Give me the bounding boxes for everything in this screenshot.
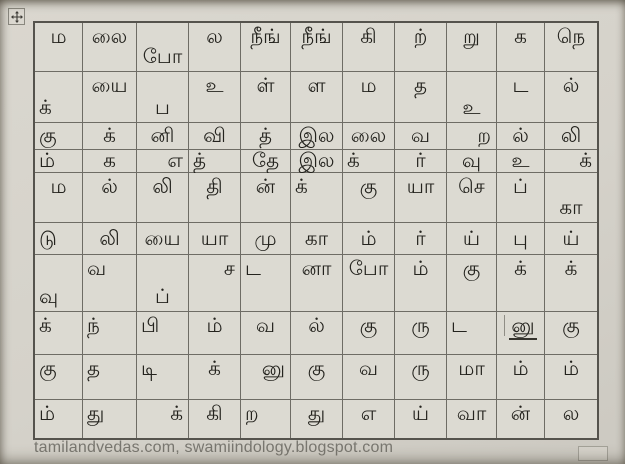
cell-letter: க் xyxy=(347,150,360,172)
grid-cell-r9c9[interactable] xyxy=(447,355,496,399)
cell-letter: ள் xyxy=(256,75,275,97)
cell-letter: கி xyxy=(360,26,377,48)
grid-cell-r6c6[interactable] xyxy=(291,223,342,254)
grid-cell-r7c11[interactable] xyxy=(545,255,597,311)
cell-letter: ன் xyxy=(510,403,531,425)
grid-cell-r3c5[interactable] xyxy=(241,123,290,149)
cell-letter: னு xyxy=(261,358,285,380)
grid-cell-r2c7[interactable] xyxy=(343,72,394,122)
grid-cell-r5c8[interactable] xyxy=(395,173,446,222)
grid-cell-r8c4[interactable] xyxy=(189,312,240,354)
cell-letter: கா xyxy=(559,197,583,219)
cell-letter: க் xyxy=(564,258,578,280)
grid-cell-r5c2[interactable] xyxy=(83,173,136,222)
grid-cell-r2c11[interactable] xyxy=(545,72,597,122)
cell-letter: இல xyxy=(298,125,335,147)
grid-cell-r5c7[interactable] xyxy=(343,173,394,222)
cell-letter: கி xyxy=(206,403,223,425)
grid-cell-r2c1[interactable] xyxy=(35,72,82,122)
cell-letter: ல் xyxy=(101,176,118,198)
grid-cell-r10c11[interactable] xyxy=(545,400,597,438)
cell-letter: நீங் xyxy=(301,26,332,48)
cell-letter: டி xyxy=(141,358,157,380)
cell-letter: யை xyxy=(91,75,128,97)
cell-letter: ட xyxy=(451,315,467,337)
grid-cell-r4c11[interactable] xyxy=(545,150,597,172)
cell-letter: ப் xyxy=(155,286,170,308)
grid-cell-r9c3[interactable] xyxy=(137,355,188,399)
cell-letter: ர் xyxy=(415,150,426,172)
grid-cell-r8c8[interactable] xyxy=(395,312,446,354)
grid-cell-r1c6[interactable] xyxy=(291,23,342,71)
grid-cell-r1c11[interactable] xyxy=(545,23,597,71)
cell-letter: போ xyxy=(142,46,183,68)
grid-cell-r8c11[interactable] xyxy=(545,312,597,354)
cell-letter: கு xyxy=(462,258,481,280)
cell-letter: எ xyxy=(360,403,377,425)
cell-letter: வு xyxy=(39,286,59,308)
grid-cell-r5c9[interactable] xyxy=(447,173,496,222)
grid-cell-r10c4[interactable] xyxy=(189,400,240,438)
cell-letter: எ xyxy=(167,150,183,172)
grid-cell-r10c3[interactable] xyxy=(137,400,188,438)
grid-cell-r6c1[interactable] xyxy=(35,223,82,254)
cell-letter: ற xyxy=(245,403,259,425)
grid-cell-r4c1[interactable] xyxy=(35,150,82,172)
cell-letter: உ xyxy=(511,150,530,172)
cell-letter: த xyxy=(413,75,428,97)
cell-letter: ம் xyxy=(412,258,429,280)
cell-letter: று xyxy=(463,26,480,48)
word-search-grid xyxy=(33,21,599,440)
grid-cell-r3c4[interactable] xyxy=(189,123,240,149)
cell-letter: ய் xyxy=(411,403,430,425)
cell-letter: ர் xyxy=(415,227,426,250)
grid-cell-r4c2[interactable] xyxy=(83,150,136,172)
grid-cell-r7c3[interactable] xyxy=(137,255,188,311)
grid-cell-r7c9[interactable] xyxy=(447,255,496,311)
grid-cell-r3c6[interactable] xyxy=(291,123,342,149)
cell-letter: யா xyxy=(200,227,229,250)
cell-letter: ரு xyxy=(411,358,430,380)
cell-letter: க் xyxy=(295,176,308,198)
grid-cell-r9c11[interactable] xyxy=(545,355,597,399)
cell-letter: கு xyxy=(359,315,378,337)
cell-letter: ள xyxy=(307,75,326,97)
cell-letter: டு xyxy=(39,227,57,250)
grid-cell-r10c5[interactable] xyxy=(241,400,290,438)
grid-cell-r10c7[interactable] xyxy=(343,400,394,438)
watermark-caption: tamilandvedas.com, swamiindology.blogspot.com xyxy=(34,439,394,456)
cell-letter: கு xyxy=(562,315,580,337)
cell-letter: கு xyxy=(359,176,378,198)
cell-letter: ல xyxy=(206,26,223,48)
grid-cell-r1c5[interactable] xyxy=(241,23,290,71)
cell-letter: வ xyxy=(87,258,107,280)
cell-letter: வா xyxy=(456,403,487,425)
cell-letter: ம் xyxy=(512,358,529,380)
cell-letter: ம் xyxy=(360,227,377,250)
cell-letter: ட xyxy=(245,258,261,280)
grid-cell-r4c10[interactable] xyxy=(497,150,544,172)
grid-cell-r7c2[interactable] xyxy=(83,255,136,311)
cell-letter: ம xyxy=(360,75,377,97)
cell-letter: ம் xyxy=(206,315,223,337)
cell-letter: ய் xyxy=(462,227,481,250)
cell-letter: போ xyxy=(348,258,389,280)
cell-letter: இல xyxy=(298,150,335,172)
cell-letter: செ xyxy=(458,176,485,198)
cell-letter: கு xyxy=(307,358,326,380)
cell-letter: த் xyxy=(193,150,207,172)
grid-cell-r7c1[interactable] xyxy=(35,255,82,311)
cell-letter: கா xyxy=(304,227,329,250)
cell-letter: ய் xyxy=(562,227,580,250)
grid-cell-r1c7[interactable] xyxy=(343,23,394,71)
table-move-handle[interactable] xyxy=(8,8,25,25)
grid-cell-r10c2[interactable] xyxy=(83,400,136,438)
cell-letter: ட xyxy=(512,75,529,97)
cell-letter: க் xyxy=(170,403,183,425)
cell-letter: து xyxy=(87,403,105,425)
grid-cell-r6c4[interactable] xyxy=(189,223,240,254)
grid-cell-r4c9[interactable] xyxy=(447,150,496,172)
grid-cell-r9c8[interactable] xyxy=(395,355,446,399)
grid-cell-r7c7[interactable] xyxy=(343,255,394,311)
cell-letter: யை xyxy=(144,227,181,250)
cell-letter: ம xyxy=(50,26,67,48)
grid-cell-r5c1[interactable] xyxy=(35,173,82,222)
move-cross-icon xyxy=(11,11,23,23)
grid-cell-r10c10[interactable] xyxy=(497,400,544,438)
cell-letter: நீங் xyxy=(250,26,281,48)
cell-letter: வ xyxy=(410,125,431,147)
grid-cell-r10c6[interactable] xyxy=(291,400,342,438)
cell-letter: ம xyxy=(50,176,67,198)
grid-cell-r3c7[interactable] xyxy=(343,123,394,149)
cell-letter: மு xyxy=(254,227,277,250)
cell-letter: ம் xyxy=(39,403,56,425)
cell-letter: லை xyxy=(350,125,387,147)
grid-cell-r9c7[interactable] xyxy=(343,355,394,399)
grid-cell-r2c9[interactable] xyxy=(447,72,496,122)
grid-cell-r1c8[interactable] xyxy=(395,23,446,71)
grid-cell-r10c8[interactable] xyxy=(395,400,446,438)
grid-cell-r6c5[interactable] xyxy=(241,223,290,254)
cell-letter: ம் xyxy=(562,358,580,380)
cell-letter: உ xyxy=(205,75,224,97)
grid-cell-r6c10[interactable] xyxy=(497,223,544,254)
grid-cell-r5c11[interactable] xyxy=(545,173,597,222)
cell-letter: ற் xyxy=(413,26,428,48)
cell-letter: வ xyxy=(255,315,276,337)
grid-cell-r2c8[interactable] xyxy=(395,72,446,122)
grid-cell-r5c3[interactable] xyxy=(137,173,188,222)
grid-cell-r9c1[interactable] xyxy=(35,355,82,399)
cell-letter: யா xyxy=(406,176,435,198)
grid-cell-r6c3[interactable] xyxy=(137,223,188,254)
grid-cell-r6c11[interactable] xyxy=(545,223,597,254)
grid-cell-r4c6[interactable] xyxy=(291,150,342,172)
grid-cell-r1c10[interactable] xyxy=(497,23,544,71)
grid-cell-r5c6[interactable] xyxy=(291,173,342,222)
grid-cell-r3c10[interactable] xyxy=(497,123,544,149)
cell-letter: க் xyxy=(514,258,527,280)
grid-cell-r5c5[interactable] xyxy=(241,173,290,222)
cell-letter: க் xyxy=(103,125,116,147)
cell-letter: து xyxy=(307,403,326,425)
grid-cell-r1c2[interactable] xyxy=(83,23,136,71)
cell-letter: லி xyxy=(99,227,120,250)
cell-letter: தே xyxy=(251,150,280,172)
grid-cell-r6c8[interactable] xyxy=(395,223,446,254)
cell-letter: கு xyxy=(39,358,57,380)
grid-cell-r10c1[interactable] xyxy=(35,400,82,438)
cell-letter: க் xyxy=(579,150,592,172)
cell-letter: ச xyxy=(223,258,235,280)
grid-cell-r9c4[interactable] xyxy=(189,355,240,399)
cell-letter: க் xyxy=(39,315,52,337)
grid-cell-r7c4[interactable] xyxy=(189,255,240,311)
cell-letter: ப் xyxy=(513,176,528,198)
cell-letter: ன் xyxy=(255,176,276,198)
grid-cell-r2c4[interactable] xyxy=(189,72,240,122)
grid-cell-r6c9[interactable] xyxy=(447,223,496,254)
grid-cell-r6c7[interactable] xyxy=(343,223,394,254)
cell-letter: ல் xyxy=(512,125,529,147)
grid-cell-r9c6[interactable] xyxy=(291,355,342,399)
grid-cell-r7c5[interactable] xyxy=(241,255,290,311)
grid-cell-r9c2[interactable] xyxy=(83,355,136,399)
cell-letter: க xyxy=(514,26,527,48)
grid-cell-r9c10[interactable] xyxy=(497,355,544,399)
grid-cell-r8c2[interactable] xyxy=(83,312,136,354)
grid-cell-r8c3[interactable] xyxy=(137,312,188,354)
cell-letter: க் xyxy=(39,97,52,119)
cell-letter: க் xyxy=(208,358,221,380)
grid-cell-r9c5[interactable] xyxy=(241,355,290,399)
cell-letter: ற xyxy=(477,125,491,147)
cell-letter: பு xyxy=(513,227,528,250)
grid-cell-r4c3[interactable] xyxy=(137,150,188,172)
text-cursor-tick xyxy=(504,315,505,336)
cell-letter: ல் xyxy=(562,75,580,97)
cell-letter: மா xyxy=(458,358,485,380)
grid-cell-r1c3[interactable] xyxy=(137,23,188,71)
cell-letter: லை xyxy=(91,26,128,48)
grid-cell-r3c1[interactable] xyxy=(35,123,82,149)
grid-cell-r7c6[interactable] xyxy=(291,255,342,311)
cell-letter: னா xyxy=(301,258,332,280)
grid-cell-r3c8[interactable] xyxy=(395,123,446,149)
grid-cell-r2c5[interactable] xyxy=(241,72,290,122)
cell-letter: த xyxy=(87,358,101,380)
grid-cell-r1c1[interactable] xyxy=(35,23,82,71)
grid-cell-r3c11[interactable] xyxy=(545,123,597,149)
grid-cell-r4c7[interactable] xyxy=(343,150,394,172)
grid-cell-r4c8[interactable] xyxy=(395,150,446,172)
cell-letter: னு xyxy=(509,315,536,340)
table-resize-handle[interactable] xyxy=(578,446,608,461)
cell-letter: ல் xyxy=(308,315,325,337)
grid-cell-r8c6[interactable] xyxy=(291,312,342,354)
cell-letter: வ xyxy=(358,358,379,380)
grid-cell-r4c5[interactable] xyxy=(241,150,290,172)
grid-cell-r8c7[interactable] xyxy=(343,312,394,354)
cell-letter: னி xyxy=(150,125,175,147)
cell-letter: ப xyxy=(155,97,170,119)
cell-letter: பி xyxy=(141,315,160,337)
cell-letter: நெ xyxy=(556,26,586,48)
grid-cell-r1c9[interactable] xyxy=(447,23,496,71)
cell-letter: வு xyxy=(461,150,482,172)
grid-cell-r3c3[interactable] xyxy=(137,123,188,149)
grid-cell-r10c9[interactable] xyxy=(447,400,496,438)
grid-cell-r8c9[interactable] xyxy=(447,312,496,354)
cell-letter: லி xyxy=(560,125,582,147)
cell-letter: ல xyxy=(562,403,580,425)
grid-cell-r6c2[interactable] xyxy=(83,223,136,254)
cell-letter: க xyxy=(103,150,116,172)
grid-cell-r3c9[interactable] xyxy=(447,123,496,149)
grid-cell-r7c10[interactable] xyxy=(497,255,544,311)
cell-letter: தி xyxy=(206,176,223,198)
grid-cell-r7c8[interactable] xyxy=(395,255,446,311)
cell-letter: ம் xyxy=(39,150,56,172)
cell-letter: வி xyxy=(203,125,226,147)
grid-cell-r4c4[interactable] xyxy=(189,150,240,172)
grid-cell-r2c10[interactable] xyxy=(497,72,544,122)
cell-letter: ரு xyxy=(411,315,430,337)
cell-letter: த் xyxy=(258,125,273,147)
grid-cell-r8c10[interactable] xyxy=(497,312,544,354)
grid-cell-r8c5[interactable] xyxy=(241,312,290,354)
cell-letter: லி xyxy=(152,176,173,198)
grid-cell-r2c3[interactable] xyxy=(137,72,188,122)
grid-cell-r1c4[interactable] xyxy=(189,23,240,71)
cell-letter: உ xyxy=(462,97,481,119)
grid-cell-r5c10[interactable] xyxy=(497,173,544,222)
grid-cell-r5c4[interactable] xyxy=(189,173,240,222)
grid-cell-r8c1[interactable] xyxy=(35,312,82,354)
cell-letter: கு xyxy=(39,125,57,147)
grid-cell-r2c2[interactable] xyxy=(83,72,136,122)
cell-letter: ந் xyxy=(87,315,100,337)
grid-cell-r3c2[interactable] xyxy=(83,123,136,149)
grid-cell-r2c6[interactable] xyxy=(291,72,342,122)
